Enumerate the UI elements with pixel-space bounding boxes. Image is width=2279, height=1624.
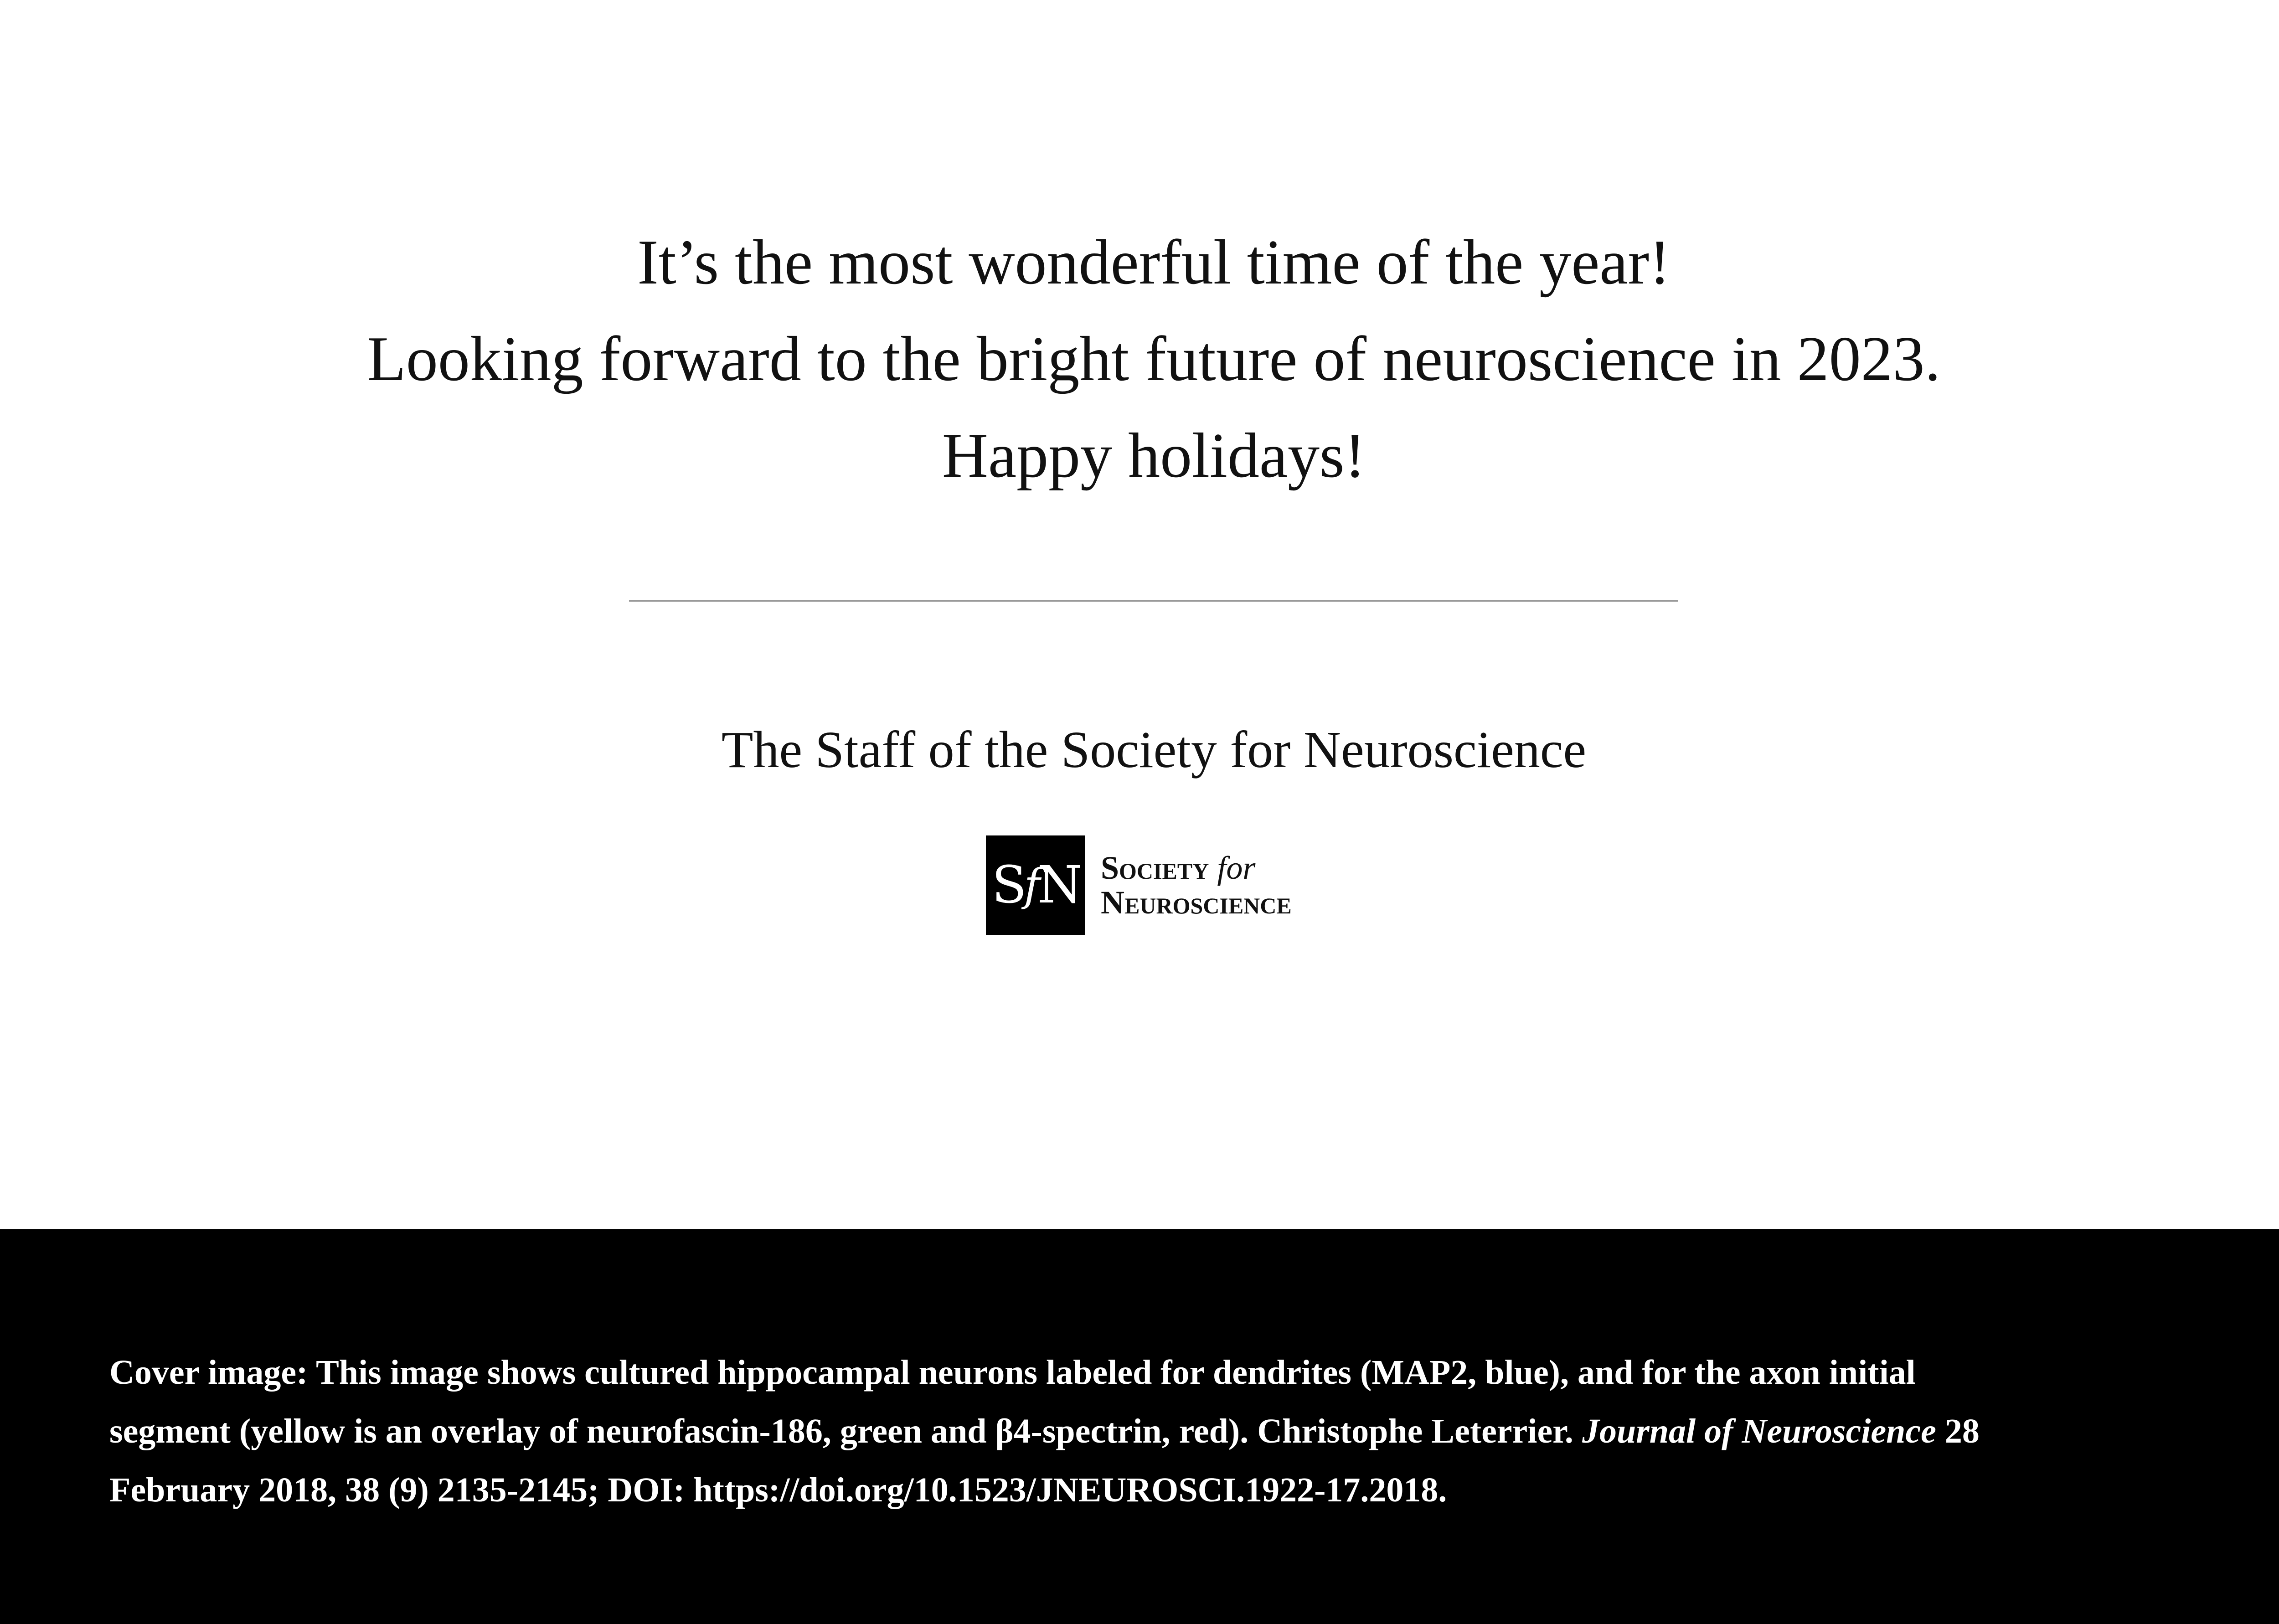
divider — [629, 600, 1678, 602]
logo-word-neuroscience: Neuroscience — [1101, 884, 1292, 921]
logo-word-for: for — [1217, 850, 1256, 886]
signature: The Staff of the Society for Neuroscience — [721, 721, 1587, 778]
logo-word-society: Society — [1101, 850, 1209, 886]
greeting-message — [0, 214, 2279, 504]
caption-line-2 — [109, 1402, 2215, 1461]
sfn-logo — [986, 835, 1292, 935]
cover-image-caption — [109, 1343, 2215, 1520]
caption-line-2-end: 28 — [1936, 1412, 1980, 1450]
greeting-line-3: Happy holidays! — [942, 420, 1366, 491]
greeting-line-2: Looking forward to the bright future of neuroscience in 2023. — [367, 324, 1941, 394]
caption-line-3: February 2018, 38 (9) 2135-2145; DOI: https://doi.org/10.1523/JNEUROSCI.1922-17.2018. — [109, 1471, 1447, 1509]
caption-journal-name: Journal of Neuroscience — [1582, 1412, 1936, 1450]
logo-mark-s: S — [991, 856, 1024, 915]
footer-band — [0, 1229, 2279, 1624]
logo-mark-f: f — [1024, 860, 1038, 911]
caption-line-2-text: segment (yellow is an overlay of neurofascin-186, green and β4-spectrin, red). Christophe Leterrier. — [109, 1412, 1582, 1450]
logo-mark-n: N — [1037, 856, 1080, 915]
sfn-logo-mark — [986, 835, 1085, 935]
greeting-line-1: It’s the most wonderful time of the year! — [637, 227, 1671, 298]
sfn-logo-wordmark — [1101, 851, 1292, 920]
caption-line-1: Cover image: This image shows cultured hippocampal neurons labeled for dendrites (MAP2, blue), and for the axon initial — [109, 1353, 1916, 1392]
